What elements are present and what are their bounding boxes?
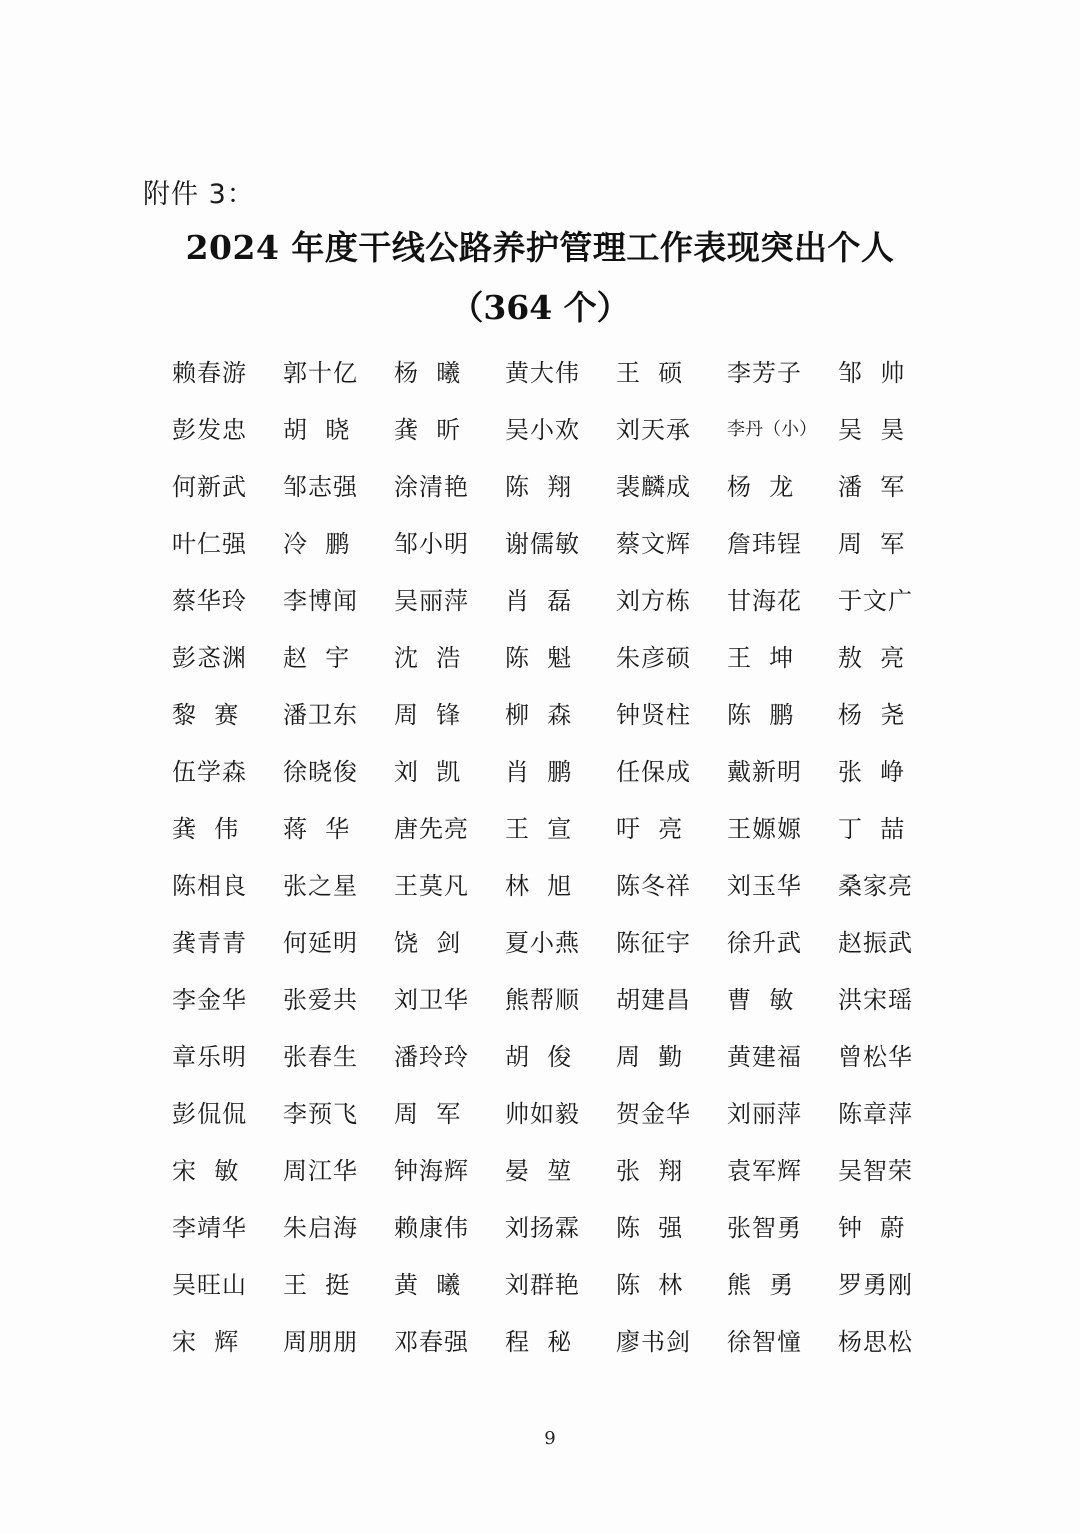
name-entry: 裴麟成	[616, 473, 691, 501]
name-entry: 王嫄嫄	[727, 815, 802, 843]
name-entry: 熊 勇	[727, 1271, 795, 1299]
name-entry: 陈 翔	[505, 473, 573, 501]
name-entry: 龚 昕	[394, 416, 462, 444]
name-entry: 黎 赛	[172, 701, 240, 729]
name-row	[160, 741, 950, 798]
name-entry: 李博闻	[283, 587, 358, 615]
name-entry: 袁军辉	[727, 1157, 802, 1185]
name-entry: 张 翔	[616, 1157, 684, 1185]
name-list	[160, 342, 950, 1368]
name-entry: 朱彦硕	[616, 644, 691, 672]
name-entry: 赵振武	[838, 929, 913, 957]
name-entry: 邹 帅	[838, 359, 906, 387]
name-entry: 詹玮锃	[727, 530, 802, 558]
name-entry: 蔡华玲	[172, 587, 247, 615]
name-entry: 熊帮顺	[505, 986, 580, 1014]
name-entry: 任保成	[616, 758, 691, 786]
name-entry: 贺金华	[616, 1100, 691, 1128]
name-entry: 杨 曦	[394, 359, 462, 387]
name-row	[160, 855, 950, 912]
name-entry: 刘丽萍	[727, 1100, 802, 1128]
name-entry: 陈征宇	[616, 929, 691, 957]
name-entry: 徐晓俊	[283, 758, 358, 786]
name-entry: 于文广	[838, 587, 913, 615]
name-entry: 章乐明	[172, 1043, 247, 1071]
name-entry: 朱启海	[283, 1214, 358, 1242]
name-entry: 帅如毅	[505, 1100, 580, 1128]
name-entry: 钟贤柱	[616, 701, 691, 729]
name-entry: 吴智荣	[838, 1157, 913, 1185]
name-entry: 谢儒敏	[505, 530, 580, 558]
name-row	[160, 969, 950, 1026]
name-entry: 周 锋	[394, 701, 462, 729]
name-entry: 曾松华	[838, 1043, 913, 1071]
name-entry: 周江华	[283, 1157, 358, 1185]
name-entry: 何新武	[172, 473, 247, 501]
name-entry: 彭发忠	[172, 416, 247, 444]
name-entry: 吴丽萍	[394, 587, 469, 615]
name-entry: 冷 鹏	[283, 530, 351, 558]
page-number: 9	[544, 1428, 556, 1449]
name-entry: 王 挺	[283, 1271, 351, 1299]
name-entry: 叶仁强	[172, 530, 247, 558]
name-entry: 刘玉华	[727, 872, 802, 900]
name-entry: 龚 伟	[172, 815, 240, 843]
name-entry: 刘扬霖	[505, 1214, 580, 1242]
name-entry: 刘 凯	[394, 758, 462, 786]
name-row	[160, 912, 950, 969]
name-entry: 陈 强	[616, 1214, 684, 1242]
name-entry: 张之星	[283, 872, 358, 900]
name-row	[160, 798, 950, 855]
name-entry: 刘群艳	[505, 1271, 580, 1299]
name-row	[160, 1140, 950, 1197]
name-entry: 王 坤	[727, 644, 795, 672]
name-entry: 罗勇刚	[838, 1271, 913, 1299]
name-entry: 廖书剑	[616, 1328, 691, 1356]
name-entry: 张 峥	[838, 758, 906, 786]
name-row	[160, 1026, 950, 1083]
name-entry: 杨 尧	[838, 701, 906, 729]
name-entry: 刘方栋	[616, 587, 691, 615]
name-entry: 邓春强	[394, 1328, 469, 1356]
name-entry: 周 勤	[616, 1043, 684, 1071]
name-entry: 胡 俊	[505, 1043, 573, 1071]
name-row	[160, 1254, 950, 1311]
name-row	[160, 570, 950, 627]
name-entry: 陈 魁	[505, 644, 573, 672]
name-entry: 宋 辉	[172, 1328, 240, 1356]
name-entry: 李预飞	[283, 1100, 358, 1128]
name-entry: 宋 敏	[172, 1157, 240, 1185]
name-entry: 李靖华	[172, 1214, 247, 1242]
name-entry: 邹小明	[394, 530, 469, 558]
name-entry: 赖康伟	[394, 1214, 469, 1242]
name-row	[160, 342, 950, 399]
name-entry: 戴新明	[727, 758, 802, 786]
name-entry: 钟海辉	[394, 1157, 469, 1185]
name-entry: 肖 鹏	[505, 758, 573, 786]
name-entry: 徐智憧	[727, 1328, 802, 1356]
name-entry: 吴旺山	[172, 1271, 247, 1299]
name-entry: 龚青青	[172, 929, 247, 957]
name-entry: 王莫凡	[394, 872, 469, 900]
name-row	[160, 399, 950, 456]
name-entry: 赵 宇	[283, 644, 351, 672]
name-entry: 李芳子	[727, 359, 802, 387]
name-entry: 彭忞渊	[172, 644, 247, 672]
name-entry: 周朋朋	[283, 1328, 358, 1356]
name-row	[160, 456, 950, 513]
name-entry: 陈 鹏	[727, 701, 795, 729]
document-title: 2024 年度干线公路养护管理工作表现突出个人	[185, 228, 895, 267]
name-entry: 陈冬祥	[616, 872, 691, 900]
name-entry: 周 军	[838, 530, 906, 558]
name-entry: 肖 磊	[505, 587, 573, 615]
name-entry: 王 宣	[505, 815, 573, 843]
name-entry: 张春生	[283, 1043, 358, 1071]
name-entry: 周 军	[394, 1100, 462, 1128]
name-entry: 潘 军	[838, 473, 906, 501]
name-entry: 夏小燕	[505, 929, 580, 957]
name-entry: 吁 亮	[616, 815, 684, 843]
name-entry: 彭侃侃	[172, 1100, 247, 1128]
name-entry: 张智勇	[727, 1214, 802, 1242]
name-entry: 陈章萍	[838, 1100, 913, 1128]
name-entry: 丁 喆	[838, 815, 906, 843]
name-entry: 程 秘	[505, 1328, 573, 1356]
name-entry: 邹志强	[283, 473, 358, 501]
name-entry: 胡建昌	[616, 986, 691, 1014]
name-entry: 晏 堃	[505, 1157, 573, 1185]
name-entry: 黄大伟	[505, 359, 580, 387]
name-entry: 甘海花	[727, 587, 802, 615]
name-entry: 吴小欢	[505, 416, 580, 444]
name-row	[160, 627, 950, 684]
name-entry: 张爱共	[283, 986, 358, 1014]
name-row	[160, 1311, 950, 1368]
name-entry: 徐升武	[727, 929, 802, 957]
name-entry: 郭十亿	[283, 359, 358, 387]
name-entry: 王 硕	[616, 359, 684, 387]
name-entry: 潘卫东	[283, 701, 358, 729]
attachment-label: 附件 3：	[143, 179, 255, 210]
name-entry: 何延明	[283, 929, 358, 957]
name-entry: 杨 龙	[727, 473, 795, 501]
name-entry: 陈相良	[172, 872, 247, 900]
name-entry: 潘玲玲	[394, 1043, 469, 1071]
name-entry: 赖春游	[172, 359, 247, 387]
name-entry: 黄建福	[727, 1043, 802, 1071]
name-entry: 吴 昊	[838, 416, 906, 444]
name-entry: 黄 曦	[394, 1271, 462, 1299]
name-row	[160, 1197, 950, 1254]
name-entry: 林 旭	[505, 872, 573, 900]
name-entry: 陈 林	[616, 1271, 684, 1299]
name-entry: 敖 亮	[838, 644, 906, 672]
count-label: （364 个）	[450, 288, 630, 327]
name-row	[160, 684, 950, 741]
name-entry: 钟 蔚	[838, 1214, 906, 1242]
name-entry: 桑家亮	[838, 872, 913, 900]
name-entry: 胡 晓	[283, 416, 351, 444]
name-entry: 蔡文辉	[616, 530, 691, 558]
name-row	[160, 1083, 950, 1140]
name-entry: 杨思松	[838, 1328, 913, 1356]
name-row	[160, 513, 950, 570]
name-entry: 刘天承	[616, 416, 691, 444]
name-entry: 洪宋瑶	[838, 986, 913, 1014]
name-entry: 涂清艳	[394, 473, 469, 501]
name-entry: 柳 森	[505, 701, 573, 729]
name-entry: 沈 浩	[394, 644, 462, 672]
name-entry: 李丹（小）	[727, 418, 817, 440]
name-entry: 蒋 华	[283, 815, 351, 843]
name-entry: 唐先亮	[394, 815, 469, 843]
name-entry: 曹 敏	[727, 986, 795, 1014]
name-entry: 刘卫华	[394, 986, 469, 1014]
name-entry: 饶 剑	[394, 929, 462, 957]
name-entry: 李金华	[172, 986, 247, 1014]
name-entry: 伍学森	[172, 758, 247, 786]
